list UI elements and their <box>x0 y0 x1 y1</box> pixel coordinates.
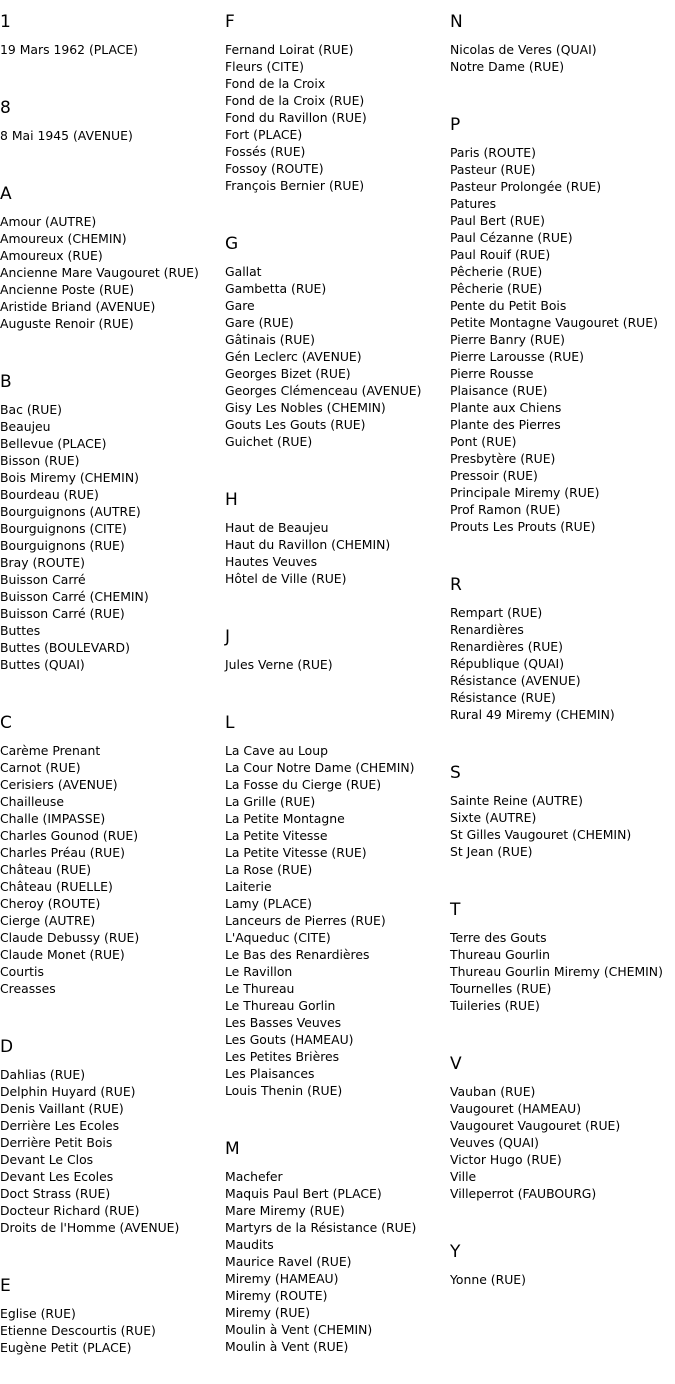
street-name: Buttes (BOULEVARD) <box>0 640 130 655</box>
street-name: Principale Miremy (RUE) <box>450 485 600 500</box>
street-name: Pont (RUE) <box>450 434 517 449</box>
street-name: Derrière Petit Bois <box>0 1135 113 1150</box>
street-name: Devant Les Ecoles <box>0 1169 114 1184</box>
letter-section <box>450 1241 675 1316</box>
street-name: Devant Le Clos <box>0 1152 94 1167</box>
letter-section <box>450 574 675 751</box>
street-name: Tournelles (RUE) <box>450 981 552 996</box>
street-name: Notre Dame (RUE) <box>450 59 565 74</box>
street-name: Bourguignons (AUTRE) <box>0 504 141 519</box>
street-name: Paul Rouif (RUE) <box>450 247 551 262</box>
street-name: St Gilles Vaugouret (CHEMIN) <box>450 827 632 842</box>
street-name: La Petite Vitesse <box>225 828 328 843</box>
street-name: Pente du Petit Bois <box>450 298 567 313</box>
letter-section <box>0 1036 224 1264</box>
street-name: Sixte (AUTRE) <box>450 810 537 825</box>
street-name: Bois Miremy (CHEMIN) <box>0 470 139 485</box>
street-name: Carème Prenant <box>0 743 101 758</box>
street-name: Maudits <box>225 1237 274 1252</box>
street-name: Fleurs (CITE) <box>225 59 304 74</box>
street-name: Fossoy (ROUTE) <box>225 161 324 176</box>
street-name: Aristide Briand (AVENUE) <box>0 299 156 314</box>
street-name: Miremy (ROUTE) <box>225 1288 328 1303</box>
street-name: Machefer <box>225 1169 283 1184</box>
street-name: 8 Mai 1945 (AVENUE) <box>0 128 133 143</box>
street-name: Fond de la Croix (RUE) <box>225 93 365 108</box>
street-name: 19 Mars 1962 (PLACE) <box>0 42 139 57</box>
street-name: Challe (IMPASSE) <box>0 811 106 826</box>
street-name: St Jean (RUE) <box>450 844 533 859</box>
street-name: Amoureux (RUE) <box>0 248 103 263</box>
street-name: Gare (RUE) <box>225 315 294 330</box>
section-letter-heading: C <box>0 713 12 733</box>
street-name: Gambetta (RUE) <box>225 281 327 296</box>
street-name: Résistance (RUE) <box>450 690 556 705</box>
street-name: Paul Cézanne (RUE) <box>450 230 573 245</box>
street-name: Rural 49 Miremy (CHEMIN) <box>450 707 615 722</box>
section-letter-heading: Y <box>450 1242 461 1262</box>
street-name: Pasteur Prolongée (RUE) <box>450 179 602 194</box>
section-letter-heading: M <box>225 1139 240 1159</box>
letter-section <box>450 762 675 888</box>
street-name: Renardières <box>450 622 524 637</box>
street-name: Château (RUELLE) <box>0 879 113 894</box>
street-name: La Cour Notre Dame (CHEMIN) <box>225 760 415 775</box>
street-name: L'Aqueduc (CITE) <box>225 930 331 945</box>
street-name: Moulin à Vent (CHEMIN) <box>225 1322 373 1337</box>
street-list <box>0 1305 224 1384</box>
street-name: Miremy (RUE) <box>225 1305 311 1320</box>
letter-section <box>450 1053 675 1230</box>
street-name: Les Plaisances <box>225 1066 315 1081</box>
street-name: Creasses <box>0 981 56 996</box>
street-name: La Grille (RUE) <box>225 794 316 809</box>
street-list <box>0 401 224 701</box>
street-name: Bourguignons (CITE) <box>0 521 127 536</box>
street-name: Thureau Gourlin Miremy (CHEMIN) <box>450 964 663 979</box>
section-letter-heading: R <box>450 575 462 595</box>
street-name: Gâtinais (RUE) <box>225 332 315 347</box>
letter-section <box>0 11 224 86</box>
street-name: Guichet (RUE) <box>225 434 313 449</box>
street-name: Maurice Ravel (RUE) <box>225 1254 352 1269</box>
street-name: Gare <box>225 298 255 313</box>
column-2 <box>225 0 449 1383</box>
letter-section <box>450 11 675 103</box>
section-letter-heading: B <box>0 372 12 392</box>
street-name: Prouts Les Prouts (RUE) <box>450 519 596 534</box>
street-name: Bac (RUE) <box>0 402 63 417</box>
street-name: Vaugouret (HAMEAU) <box>450 1101 582 1116</box>
street-name: Louis Thenin (RUE) <box>225 1083 343 1098</box>
street-name: Pierre Rousse <box>450 366 534 381</box>
street-name: Presbytère (RUE) <box>450 451 556 466</box>
street-name: Pierre Banry (RUE) <box>450 332 566 347</box>
street-name: Buttes <box>0 623 41 638</box>
street-name: Vauban (RUE) <box>450 1084 536 1099</box>
street-name: Gén Leclerc (AVENUE) <box>225 349 362 364</box>
street-name: La Fosse du Cierge (RUE) <box>225 777 382 792</box>
street-list <box>225 1168 449 1383</box>
street-name: Pierre Larousse (RUE) <box>450 349 584 364</box>
street-name: Laiterie <box>225 879 272 894</box>
section-letter-heading: E <box>0 1276 11 1296</box>
street-name: Gallat <box>225 264 262 279</box>
street-name: Rempart (RUE) <box>450 605 543 620</box>
street-name: Le Ravillon <box>225 964 293 979</box>
section-letter-heading: S <box>450 763 461 783</box>
street-name: Fond de la Croix <box>225 76 326 91</box>
street-name: Miremy (HAMEAU) <box>225 1271 339 1286</box>
section-letter-heading: N <box>450 12 463 32</box>
street-name: Droits de l'Homme (AVENUE) <box>0 1220 180 1235</box>
section-letter-heading: T <box>450 900 461 920</box>
street-name: Beaujeu <box>0 419 51 434</box>
street-name: Prof Ramon (RUE) <box>450 502 561 517</box>
street-list <box>450 144 675 563</box>
street-list <box>450 1083 675 1230</box>
street-name: Pressoir (RUE) <box>450 468 538 483</box>
street-name: Georges Bizet (RUE) <box>225 366 351 381</box>
street-name: Les Gouts (HAMEAU) <box>225 1032 354 1047</box>
section-letter-heading: 8 <box>0 98 11 118</box>
street-name: Docteur Richard (RUE) <box>0 1203 140 1218</box>
street-name: Fernand Loirat (RUE) <box>225 42 354 57</box>
section-letter-heading: P <box>450 115 461 135</box>
street-list <box>225 742 449 1127</box>
street-list <box>450 1271 675 1316</box>
street-name: Hôtel de Ville (RUE) <box>225 571 347 586</box>
street-list <box>0 127 224 172</box>
street-name: Ancienne Poste (RUE) <box>0 282 135 297</box>
letter-section <box>225 11 449 222</box>
section-letter-heading: F <box>225 12 235 32</box>
street-name: Hautes Veuves <box>225 554 318 569</box>
street-name: Buisson Carré (RUE) <box>0 606 125 621</box>
letter-section <box>450 899 675 1042</box>
street-name: Buisson Carré (CHEMIN) <box>0 589 149 604</box>
column-1 <box>0 0 224 1384</box>
street-list <box>225 263 449 478</box>
street-name: Charles Gounod (RUE) <box>0 828 139 843</box>
letter-section <box>0 97 224 172</box>
street-name: Victor Hugo (RUE) <box>450 1152 562 1167</box>
street-name: La Cave au Loup <box>225 743 328 758</box>
street-list <box>225 519 449 615</box>
street-name: Plante des Pierres <box>450 417 561 432</box>
letter-section <box>225 1138 449 1383</box>
street-list <box>0 1066 224 1264</box>
letter-section <box>0 712 224 1025</box>
street-name: Lanceurs de Pierres (RUE) <box>225 913 386 928</box>
column-3 <box>450 0 675 1316</box>
street-list <box>450 604 675 751</box>
letter-section <box>225 233 449 478</box>
street-name: Les Petites Brières <box>225 1049 340 1064</box>
street-name: Les Basses Veuves <box>225 1015 342 1030</box>
street-name: Cierge (AUTRE) <box>0 913 96 928</box>
street-name: Fond du Ravillon (RUE) <box>225 110 367 125</box>
letter-section <box>0 183 224 360</box>
section-letter-heading: J <box>225 627 231 647</box>
street-name: Cheroy (ROUTE) <box>0 896 101 911</box>
street-list <box>0 742 224 1025</box>
street-list <box>225 41 449 222</box>
street-name: Renardières (RUE) <box>450 639 563 654</box>
street-name: Derrière Les Ecoles <box>0 1118 120 1133</box>
street-name: Amour (AUTRE) <box>0 214 97 229</box>
street-name: Denis Vaillant (RUE) <box>0 1101 124 1116</box>
street-name: Paris (ROUTE) <box>450 145 536 160</box>
letter-section <box>450 114 675 563</box>
street-list <box>0 41 224 86</box>
street-name: Jules Verne (RUE) <box>225 657 333 672</box>
street-name: Terre des Gouts <box>450 930 547 945</box>
street-name: Haut de Beaujeu <box>225 520 329 535</box>
section-letter-heading: H <box>225 490 238 510</box>
street-list <box>225 656 449 701</box>
street-name: Haut du Ravillon (CHEMIN) <box>225 537 391 552</box>
street-name: Amoureux (CHEMIN) <box>0 231 127 246</box>
street-name: Villeperrot (FAUBOURG) <box>450 1186 597 1201</box>
street-name: Bisson (RUE) <box>0 453 80 468</box>
street-name: Résistance (AVENUE) <box>450 673 581 688</box>
street-list <box>450 792 675 888</box>
street-name: Pêcherie (RUE) <box>450 281 543 296</box>
street-name: Buisson Carré <box>0 572 86 587</box>
section-letter-heading: 1 <box>0 12 11 32</box>
street-name: Tuileries (RUE) <box>450 998 540 1013</box>
street-name: Georges Clémenceau (AVENUE) <box>225 383 422 398</box>
street-name: Maquis Paul Bert (PLACE) <box>225 1186 382 1201</box>
street-name: Bellevue (PLACE) <box>0 436 107 451</box>
street-name: Doct Strass (RUE) <box>0 1186 111 1201</box>
street-name: Le Thureau <box>225 981 295 996</box>
section-letter-heading: G <box>225 234 239 254</box>
street-name: Gouts Les Gouts (RUE) <box>225 417 366 432</box>
street-name: Plante aux Chiens <box>450 400 562 415</box>
street-name: Fossés (RUE) <box>225 144 306 159</box>
letter-section <box>225 626 449 701</box>
section-letter-heading: V <box>450 1054 462 1074</box>
street-name: La Petite Vitesse (RUE) <box>225 845 367 860</box>
street-name: La Petite Montagne <box>225 811 345 826</box>
street-name: Auguste Renoir (RUE) <box>0 316 134 331</box>
section-letter-heading: L <box>225 713 235 733</box>
street-list <box>450 41 675 103</box>
street-name: Etienne Descourtis (RUE) <box>0 1323 156 1338</box>
street-name: Sainte Reine (AUTRE) <box>450 793 583 808</box>
street-name: Courtis <box>0 964 44 979</box>
street-name: Claude Debussy (RUE) <box>0 930 140 945</box>
street-name: Pêcherie (RUE) <box>450 264 543 279</box>
street-name: Pasteur (RUE) <box>450 162 536 177</box>
street-name: Bourdeau (RUE) <box>0 487 99 502</box>
street-name: Eugène Petit (PLACE) <box>0 1340 132 1355</box>
letter-section <box>0 1275 224 1384</box>
letter-section <box>225 489 449 615</box>
street-name: Veuves (QUAI) <box>450 1135 539 1150</box>
street-name: Dahlias (RUE) <box>0 1067 86 1082</box>
street-name: Mare Miremy (RUE) <box>225 1203 345 1218</box>
letter-section <box>225 712 449 1127</box>
street-name: Château (RUE) <box>0 862 92 877</box>
street-name: Bray (ROUTE) <box>0 555 85 570</box>
street-name: Gisy Les Nobles (CHEMIN) <box>225 400 386 415</box>
street-name: Petite Montagne Vaugouret (RUE) <box>450 315 658 330</box>
street-list <box>450 929 675 1042</box>
street-name: Claude Monet (RUE) <box>0 947 125 962</box>
street-name: Carnot (RUE) <box>0 760 81 775</box>
street-name: Buttes (QUAI) <box>0 657 85 672</box>
street-name: République (QUAI) <box>450 656 565 671</box>
street-name: Ancienne Mare Vaugouret (RUE) <box>0 265 199 280</box>
street-name: Martyrs de la Résistance (RUE) <box>225 1220 417 1235</box>
street-name: Nicolas de Veres (QUAI) <box>450 42 597 57</box>
street-name: Paul Bert (RUE) <box>450 213 545 228</box>
street-name: Lamy (PLACE) <box>225 896 312 911</box>
street-name: François Bernier (RUE) <box>225 178 365 193</box>
street-name: Chailleuse <box>0 794 64 809</box>
street-name: Yonne (RUE) <box>450 1272 526 1287</box>
street-name: Patures <box>450 196 497 211</box>
street-name: La Rose (RUE) <box>225 862 313 877</box>
section-letter-heading: A <box>0 184 12 204</box>
street-name: Le Bas des Renardières <box>225 947 370 962</box>
street-name: Le Thureau Gorlin <box>225 998 336 1013</box>
street-name: Eglise (RUE) <box>0 1306 76 1321</box>
letter-section <box>0 371 224 701</box>
street-name: Bourguignons (RUE) <box>0 538 125 553</box>
street-name: Plaisance (RUE) <box>450 383 548 398</box>
section-letter-heading: D <box>0 1037 14 1057</box>
street-name: Cerisiers (AVENUE) <box>0 777 118 792</box>
street-name: Fort (PLACE) <box>225 127 303 142</box>
street-name: Delphin Huyard (RUE) <box>0 1084 136 1099</box>
street-name: Moulin à Vent (RUE) <box>225 1339 349 1354</box>
street-name: Charles Préau (RUE) <box>0 845 125 860</box>
street-name: Ville <box>450 1169 477 1184</box>
street-name: Thureau Gourlin <box>450 947 550 962</box>
street-name: Vaugouret Vaugouret (RUE) <box>450 1118 621 1133</box>
street-list <box>0 213 224 360</box>
